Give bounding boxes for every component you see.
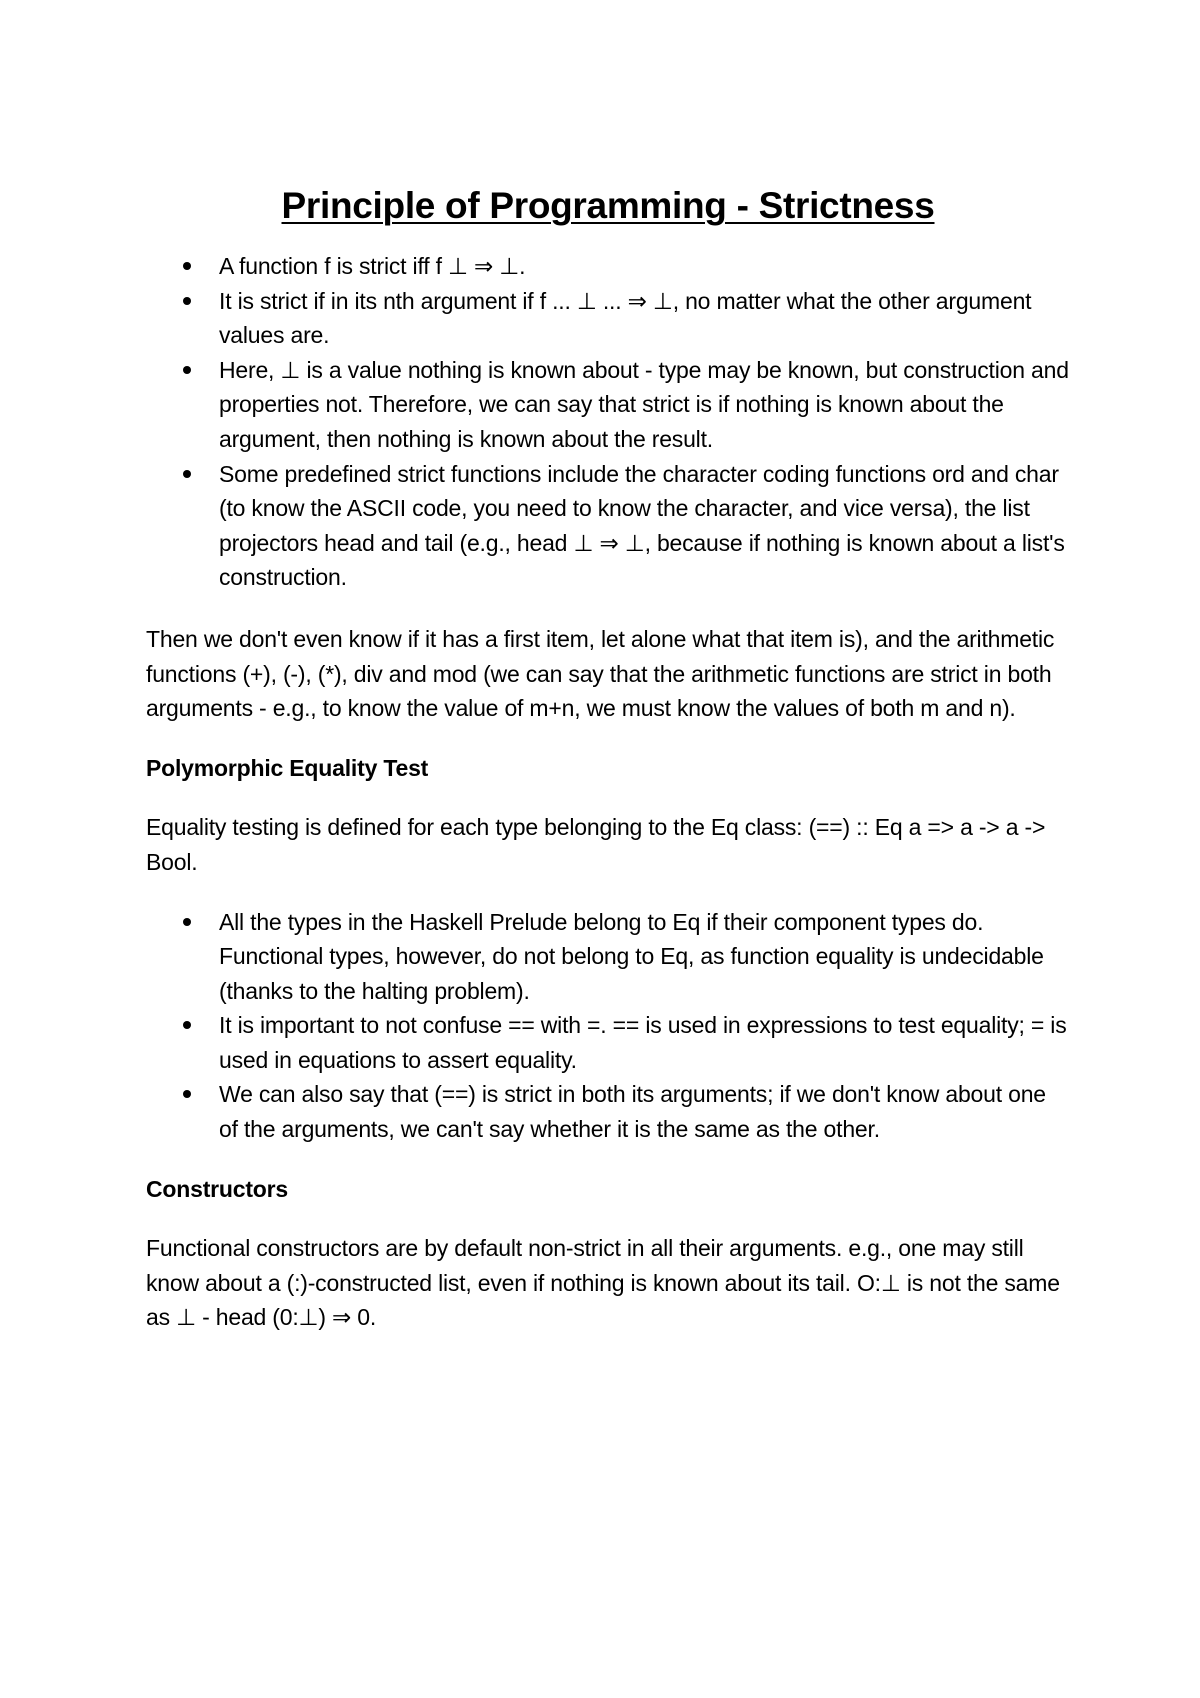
list-item [146,353,1070,457]
bullet-icon [183,366,191,374]
list-item-text: Here, ⊥ is a value nothing is known about - type may be known, but construction and properties not. Therefore, we can say that strict is if nothing is known about the argument, then nothing is known about the result. [219,356,1069,452]
bullet-icon [183,262,191,270]
page-title: Principle of Programming - Strictness [281,185,935,226]
spacer [146,595,1070,622]
equality-paragraph: Equality testing is defined for each type belonging to the Eq class: (==) :: Eq a => a -> a -> Bool. [146,814,1046,875]
list-item [146,1008,1070,1077]
list-item-text: A function f is strict iff f ⊥ ⇒ ⊥. [219,253,526,279]
strictness-bullet-list [146,249,1070,595]
bullet-icon [183,1021,191,1029]
bullet-icon [183,470,191,478]
list-item-text: It is important to not confuse == with =. == is used in expressions to test equality; = is used in equations to assert equality. [219,1012,1067,1073]
list-item-text: Some predefined strict functions include the character coding functions ord and char (to know the ASCII code, you need to know the character, and vice versa), the list projectors head and tail (e.g., head ⊥ ⇒ ⊥, because if nothing is known about a list's construction. [219,460,1065,591]
list-item [146,284,1070,353]
spacer [146,1206,1070,1231]
bullet-icon [183,918,191,926]
spacer [146,726,1070,751]
list-item [146,249,1070,284]
arithmetic-paragraph: Then we don't even know if it has a first item, let alone what that item is), and the arithmetic functions (+), (-), (*), div and mod (we can say that the arithmetic functions are strict in both arguments - e.g., to know the value of m+n, we must know the values of both m and n). [146,625,1055,722]
list-item [146,905,1070,1009]
section-heading-constructors: Constructors [146,1175,289,1202]
spacer [146,880,1070,905]
constructors-paragraph: Functional constructors are by default non-strict in all their arguments. e.g., one may still know about a (:)-constructed list, even if nothing is known about its tail. O:⊥ is not the same as ⊥ - head (0:⊥) ⇒ 0. [146,1235,1060,1331]
list-item-text: It is strict if in its nth argument if f ... ⊥ ... ⇒ ⊥, no matter what the other argument values are. [219,287,1032,349]
bullet-icon [183,297,191,305]
spacer [146,785,1070,810]
list-item [146,457,1070,595]
section-heading-equality: Polymorphic Equality Test [146,754,429,781]
list-item-text: All the types in the Haskell Prelude belong to Eq if their component types do. Functional types, however, do not belong to Eq, as function equality is undecidable (thanks to the halting problem). [219,908,1044,1004]
bullet-icon [183,1090,191,1098]
list-item [146,1077,1070,1146]
spacer [146,1147,1070,1172]
list-item-text: We can also say that (==) is strict in both its arguments; if we don't know about one of the arguments, we can't say whether it is the same as the other. [219,1081,1046,1143]
equality-bullet-list [146,905,1070,1147]
